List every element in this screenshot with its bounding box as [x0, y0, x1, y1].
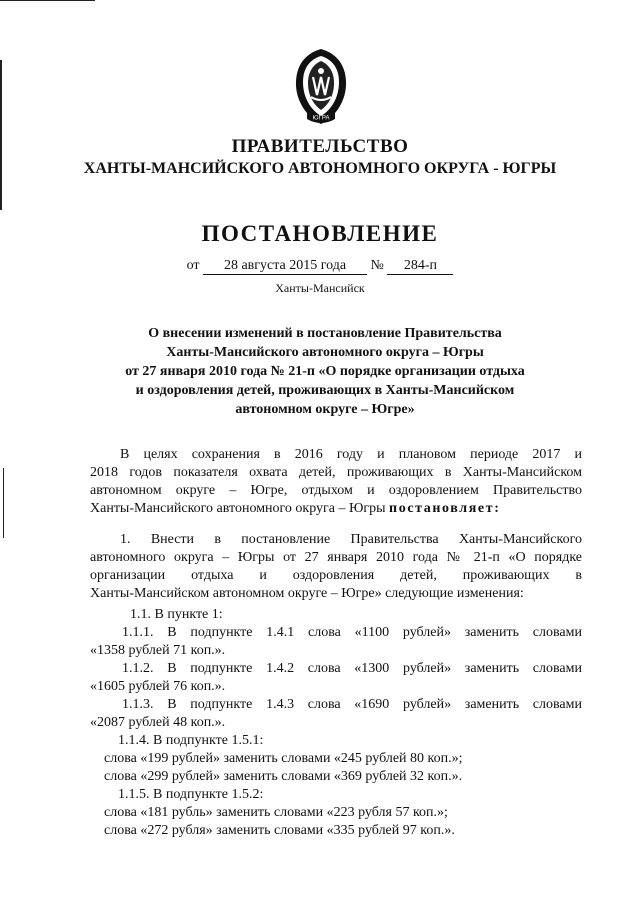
item-1-1-5-a: слова «181 рубль» заменить словами «223 рубля 57 коп.»;	[104, 805, 448, 820]
item-1-1-2-cont: «1605 рублей 76 коп.».	[90, 679, 226, 694]
date-number-row	[0, 258, 640, 275]
clause-line: 1. Внести в постановление Правительства Ханты-Мансийского	[120, 532, 582, 547]
resolves-word: постановляет:	[389, 501, 501, 516]
number-sign: №	[370, 258, 384, 273]
preamble-line-text: Ханты-Мансийского автономного округа – Югры	[90, 501, 390, 516]
clause-1-paragraph	[90, 531, 582, 603]
item-1-1-5-b: слова «272 рубля» заменить словами «335 рублей 97 коп.».	[104, 823, 455, 838]
preamble-line: В целях сохранения в 2016 году и плановом периоде 2017 и	[120, 447, 582, 462]
item-1-1-4: 1.1.4. В подпункте 1.5.1:	[118, 733, 264, 748]
date-prefix: от	[186, 258, 200, 273]
document-city: Ханты-Мансийск	[275, 281, 365, 295]
preamble-line: 2018 годов показателя охвата детей, проживающих в Ханты-Мансийском	[90, 465, 582, 480]
document-number: 284-п	[387, 258, 453, 275]
clause-line: автономного округа – Югры от 27 января 2010 года № 21-п «О порядке	[90, 550, 582, 565]
preamble-paragraph	[90, 446, 582, 518]
item-1-1-4-a: слова «199 рублей» заменить словами «245 рублей 80 коп.»;	[104, 751, 463, 766]
clause-line: организации отдыха и оздоровления детей, проживающих в	[90, 568, 582, 583]
preamble-line	[90, 500, 582, 518]
title-line: и оздоровления детей, проживающих в Ханты-Мансийском	[135, 383, 515, 398]
title-line: Ханты-Мансийского автономного округа – Югры	[166, 345, 484, 360]
item-1-1-5: 1.1.5. В подпункте 1.5.2:	[118, 787, 264, 802]
item-1-1-1: 1.1.1. В подпункте 1.4.1 слова «1100 рублей» заменить словами	[122, 625, 582, 640]
government-title: ПРАВИТЕЛЬСТВО	[231, 136, 409, 157]
item-1-1-1-cont: «1358 рублей 71 коп.».	[90, 643, 226, 658]
clause-line: Ханты-Мансийском автономном округе – Югре» следующие изменения:	[90, 586, 524, 601]
item-1-1-3-cont: «2087 рублей 48 коп.».	[90, 715, 226, 730]
document-title	[85, 324, 565, 419]
document-date: 28 августа 2015 года	[203, 258, 367, 275]
coat-of-arms-emblem	[289, 47, 353, 127]
preamble-line: автономном округе – Югре, отдыхом и оздоровлением Правительство	[90, 483, 582, 498]
item-1-1: 1.1. В пункте 1:	[130, 607, 223, 622]
title-line: автономном округе – Югре»	[235, 402, 415, 417]
government-subtitle: ХАНТЫ-МАНСИЙСКОГО АВТОНОМНОГО ОКРУГА - ЮГРЫ	[83, 160, 557, 177]
title-line: от 27 января 2010 года № 21-п «О порядке организации отдыха	[125, 364, 525, 379]
emblem-ribbon-text: ЮГРА	[312, 115, 330, 122]
title-line: О внесении изменений в постановление Правительства	[148, 326, 502, 341]
item-1-1-3: 1.1.3. В подпункте 1.4.3 слова «1690 рублей» заменить словами	[122, 697, 582, 712]
document-type-heading: ПОСТАНОВЛЕНИЕ	[201, 221, 439, 246]
item-1-1-2: 1.1.2. В подпункте 1.4.2 слова «1300 рублей» заменить словами	[122, 661, 582, 676]
item-1-1-4-b: слова «299 рублей» заменить словами «369 рублей 32 коп.».	[104, 769, 463, 784]
amendment-items	[90, 606, 582, 840]
